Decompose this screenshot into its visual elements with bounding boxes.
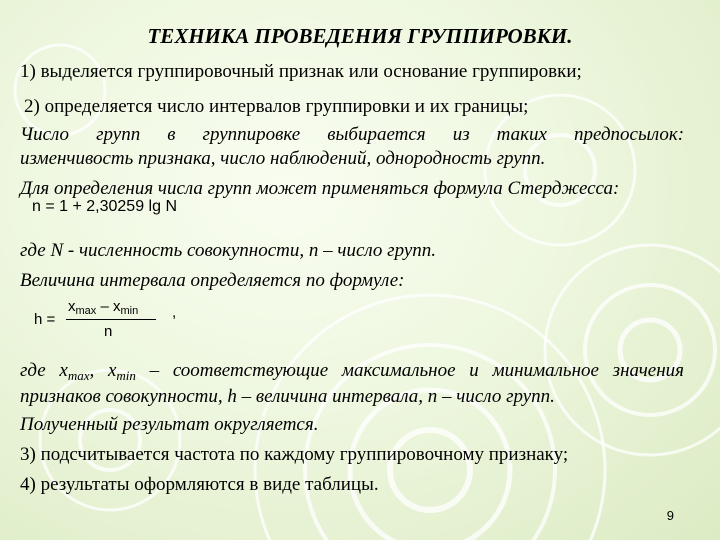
groups-criteria-line-2: изменчивость признака, число наблюдений, однородность групп. (20, 148, 546, 169)
word: из (452, 124, 470, 145)
interval-intro: Величина интервала определяется по формуле: (20, 270, 405, 291)
subscript-max: max (67, 368, 90, 383)
step-4-text: 4) результаты оформляются в виде таблицы. (20, 474, 379, 495)
where-x-line-2: признаков совокупности, h – величина интервала, n – число групп. (20, 386, 555, 407)
word: предпосылок: (573, 124, 685, 145)
word: групп (96, 124, 141, 145)
formula-comma: , (172, 304, 177, 321)
groups-criteria-line-1 (20, 124, 684, 146)
subscript-min: min (120, 305, 139, 317)
page-number: 9 (666, 508, 674, 523)
fraction-bar (66, 319, 156, 320)
step-3-text: 3) подсчитывается частота по каждому группировочному признаку; (20, 444, 569, 465)
sturges-intro: Для определения числа групп может применяться формула Стерджесса: (20, 178, 620, 199)
where-x-line-1: где $x_{max}$, $x_{min}$ – соответствующие максимальное и минимальное значения (20, 360, 684, 383)
subscript-min: min (116, 368, 136, 383)
word: Число (20, 124, 70, 145)
rounding-note: Полученный результат округляется. (20, 414, 319, 435)
subscript-max: max (75, 305, 97, 317)
formula-numerator: $x_{max} - x_{min}$ (68, 298, 139, 317)
word: группировке (202, 124, 301, 145)
sturges-formula: n = 1 + 2,30259 lg N (32, 198, 177, 215)
word: выбирается (327, 124, 426, 145)
where-n-text: где N - численность совокупности, n – число групп. (20, 240, 436, 261)
formula-lhs: h = (34, 311, 56, 328)
word: в (167, 124, 176, 145)
step-1-text: 1) выделяется группировочный признак или основание группировки; (20, 61, 582, 82)
formula-denominator: n (104, 323, 113, 340)
slide-title: ТЕХНИКА ПРОВЕДЕНИЯ ГРУППИРОВКИ. (147, 24, 573, 48)
word: таких (496, 124, 547, 145)
step-2-text: 2) определяется число интервалов группировки и их границы; (24, 96, 529, 117)
